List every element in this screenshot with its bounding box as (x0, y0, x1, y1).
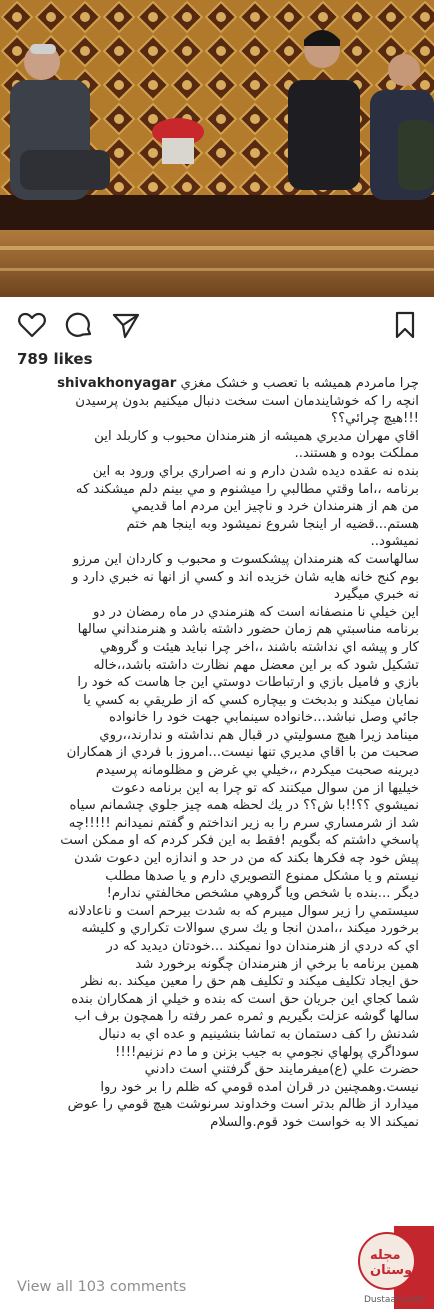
caption-line: نمايان ميكند و بدبخت و بيچاره كسي كه از طريقي به كسي يا (83, 692, 419, 708)
caption-line: اقاي مهران مديري هميشه از هنرمندان محبوب و كاربلد اين (94, 428, 419, 444)
caption-line: كار و پيشه اي نداشته باشند ،،اخر چرا نبايد هيئت و گروهي (99, 639, 419, 655)
caption-line: سالها گوشه عزلت بگيريم و ثمره عمر رفته را همچون برف اب (74, 1009, 419, 1025)
username-link[interactable]: shivakhonyagar (57, 376, 177, 391)
caption-line: بازي و فاميل بازي و ارتباطات دوستي اين جا هاست كه خود را (77, 675, 419, 691)
bookmark-icon[interactable] (390, 310, 420, 340)
post-actions-bar (0, 300, 434, 346)
caption-line: پيش خود چه فكرها بكند كه من در حد و اندازه اين دعوت شدن (74, 851, 419, 867)
caption-line: پاسخي داشتم كه بگويم !فقط به اين فكر كردم كه او ممكن است (60, 833, 419, 849)
caption-line: من هم از هنرمندان خرد و ناچيز اين مردم اما قديمي (131, 499, 419, 515)
caption-line: جائي وصل نباشد...خانواده سينمابي جهت خود را خانواده (108, 710, 419, 726)
post-caption (14, 375, 419, 1132)
caption-line: صحبت من با اقاي مديري تنها نيست...امروز با فردي از همكاران (66, 745, 419, 761)
caption-line: شد از شرمساري سرم را به زير انداختم و گفتم نميدانم !!!!!چه (68, 815, 419, 831)
caption-line: برخورد ميكند ،،امدن انجا و يك سري سوالات تكراري و كليشه (81, 921, 419, 937)
caption-line: نميشود.. (370, 534, 419, 550)
caption-line: ميدارد از ظالم بدتر است وخداوند سرنوشت هيچ قومي را عوض (67, 1097, 419, 1113)
caption-line: نيست.وهمچنين در قران امده قومي كه ظلم را بر خود روا (100, 1079, 419, 1095)
caption-text: چرا مامردم همیشه با تعصب و خشک مغزي (180, 376, 419, 391)
caption-line: سوداگري پولهاي نجومي به جيب بزنن و ما دم نزنيم!!!! (115, 1044, 419, 1060)
like-count[interactable]: 789 likes (17, 350, 93, 368)
caption-line: همين برنامه با برخي از هنرمندان چگونه برخورد شد (135, 956, 419, 972)
caption-line: ديگر ...بنده با شخص ويا گروهي مشخص مخالفتي ندارم! (106, 886, 419, 902)
caption-line: نميشوي ؟؟!!با ش؟؟ در يك لحظه همه چيز جلوي چشمانم سياه (69, 798, 419, 814)
caption-line: برنامه مناسبتي هم زمان حضور داشته باشد و هنرمنداني سالها (77, 622, 419, 638)
caption-line: اي كه دردي از هنرمندان دوا نميكند ...خودتان ديديد كه در (106, 939, 419, 954)
caption-line: اين خيلي نا منصفانه است كه هنرمندي در ماه رمضان در دو (92, 604, 419, 620)
view-all-comments-link[interactable]: View all 103 comments (17, 1279, 187, 1295)
caption-line: برنامه ،،اما وقتي مطالبي را ميشنوم و مي بينم دلم ميشكند كه (75, 481, 419, 497)
caption-line: مينامد زيرا هيچ مسوليتي در قبال هم نداشته و ندارند،،روي (99, 727, 419, 743)
caption-line (14, 375, 419, 393)
caption-line: انچه را که خوشایندمان است سخت دنبال میکنیم بدون پرسیدن (75, 393, 419, 409)
studio-scene-image (0, 0, 434, 297)
caption-line: خيليها از من سوال ميكنند كه تو چرا به اين برنامه دعوت (111, 780, 419, 796)
watermark-badge (346, 1226, 434, 1309)
caption-line: نميكند الا به خواست خود قوم.والسلام (210, 1114, 419, 1130)
caption-line: حضرت علي (ع)ميفرمايند حق گرفتني است دادني (144, 1062, 419, 1078)
caption-line: هستم...قضيه ار اينجا شروع نميشود وبه اينجا هم ختم (126, 516, 419, 532)
caption-line: بوم كنج خانه هايه شان خزيده اند و كسي از انها نه خبري دارد و (71, 569, 419, 585)
share-icon[interactable] (111, 310, 141, 340)
caption-line: نيستم و يا مشكل ممنوع التصويري دارم و يا صدها مطلب (105, 868, 419, 884)
comment-icon[interactable] (64, 310, 94, 340)
caption-line: شدنش را كف دستمان به تماشا بنشينيم و عده اي به دنبال (98, 1026, 419, 1042)
caption-line: نه خبري ميگيرد (333, 587, 419, 603)
caption-line: سالهاست كه هنرمندان پيشكسوت و محبوب و كاردان اين مرزو (72, 551, 419, 567)
watermark-mark: مجله دوستان (370, 1248, 419, 1278)
caption-line: سيستمي را زير سوال ميبرم كه به شدت بيرحم است و ناعادلانه (67, 903, 419, 919)
caption-line: بنده نه عقده ديده شدن دارم و نه اصراري براي ورود به اين (92, 463, 419, 479)
caption-line: ديرينه صحبت ميكردم ،،خيلي بي غرض و مظلومانه پرسيدم (95, 763, 419, 779)
caption-line: !!!هیچ چرائي؟؟ (331, 411, 419, 427)
heart-icon[interactable] (17, 310, 47, 340)
caption-line: حق ايجاد تكليف ميكند و تكليف هم حق را معين ميكند .به نظر (81, 974, 419, 990)
caption-line: تشكيل شود كه بر اين معضل مهم نظارت داشته باشد،،خاله (93, 657, 419, 673)
caption-line: شما كجاي اين جريان حق است كه بنده و خيلي از همكاران بنده (71, 991, 419, 1007)
caption-line: مملكت بوده و هستند.. (294, 446, 419, 462)
post-photo[interactable] (0, 0, 434, 297)
watermark-site: Dustaan.com (364, 1295, 424, 1305)
